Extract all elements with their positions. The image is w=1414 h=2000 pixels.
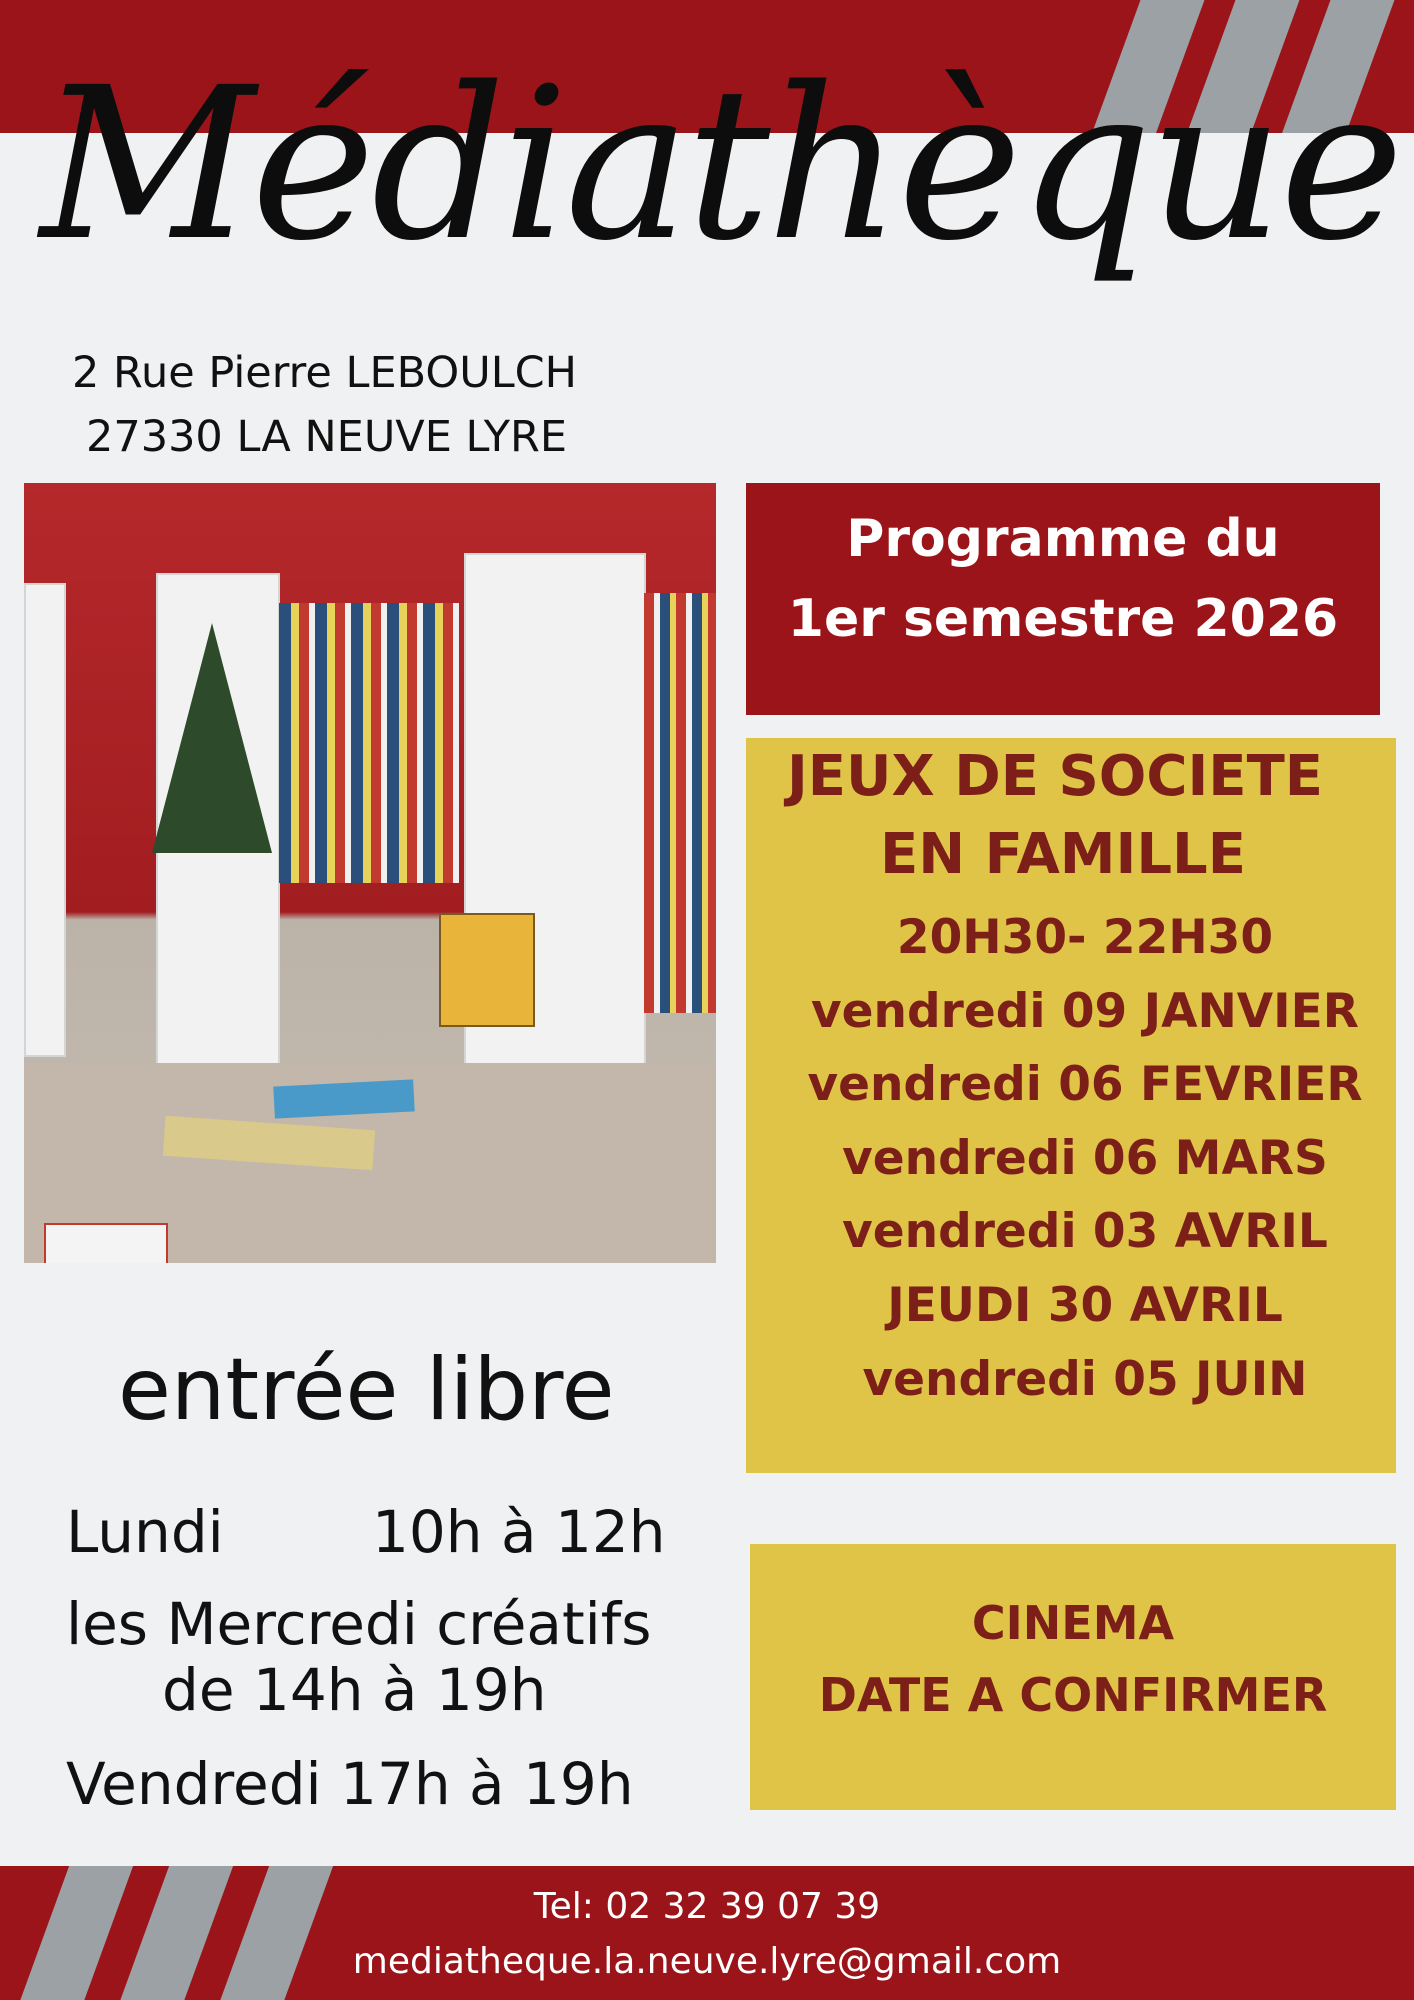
bookshelf-books [644,593,716,1013]
board-games-date: vendredi 06 FEVRIER [807,1057,1363,1112]
board-games-time: 20H30- 22H30 [896,910,1274,965]
programme-semester: 1er semestre 2026 [787,589,1339,649]
board-games-date: vendredi 05 JUIN [862,1352,1308,1407]
library-photo [24,483,716,1263]
hours-wednesday-label: les Mercredi créatifs [66,1590,652,1658]
board-games-date: vendredi 06 MARS [842,1131,1328,1186]
cinema-title: CINEMA [971,1596,1175,1650]
footer-phone: Tel: 02 32 39 07 39 [533,1886,881,1927]
free-entry-text: entrée libre [118,1340,615,1440]
page-title: Médiathèque [40,42,1400,287]
hours-monday-time: 10h à 12h [372,1498,666,1566]
address-street: 2 Rue Pierre LEBOULCH [72,348,578,398]
board-games-date: JEUDI 30 AVRIL [887,1278,1283,1333]
programme-title: Programme du [846,509,1280,569]
hours-monday-day: Lundi [66,1498,224,1566]
footer-band [0,1866,1414,2000]
cinema-date: DATE A CONFIRMER [818,1668,1328,1722]
shelf-unit [24,583,66,1057]
board-games-date: vendredi 09 JANVIER [811,984,1359,1039]
footer-email[interactable]: mediatheque.la.neuve.lyre@gmail.com [352,1941,1062,1982]
address-city: 27330 LA NEUVE LYRE [86,412,568,462]
cinema-box [750,1544,1396,1810]
comic-book [44,1223,168,1263]
board-games-subheading: EN FAMILLE [880,822,1246,887]
board-games-heading: JEUX DE SOCIETE [786,744,1324,809]
hours-friday: Vendredi 17h à 19h [66,1750,634,1818]
board-game-box [439,913,535,1027]
christmas-tree-decoration [152,623,272,853]
bookshelf-books [279,603,459,883]
board-games-date: vendredi 03 AVRIL [842,1204,1328,1259]
hours-wednesday-time: de 14h à 19h [162,1656,547,1724]
board-games-box [746,738,1396,1473]
programme-box [746,483,1380,715]
